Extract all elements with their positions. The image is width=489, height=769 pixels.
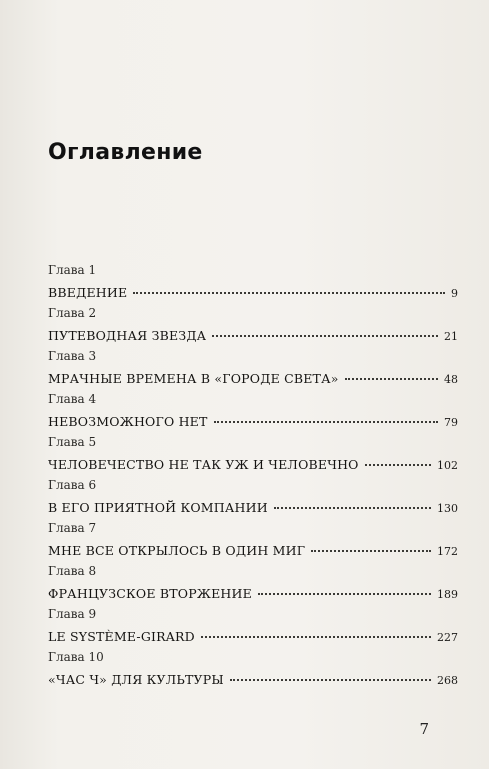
chapter-title: МРАЧНЫЕ ВРЕМЕНА В «ГОРОДЕ СВЕТА» (48, 371, 339, 386)
chapter-label: Глава 7 (48, 521, 97, 535)
dot-leader (274, 507, 431, 509)
page-number: 9 (451, 287, 458, 300)
page-number: 130 (437, 502, 458, 515)
toc-line (48, 542, 458, 560)
toc-line (48, 327, 458, 345)
toc-line (48, 370, 458, 388)
page-number: 227 (437, 631, 458, 644)
page-number: 48 (444, 373, 458, 386)
dot-leader (365, 464, 431, 466)
chapter-title: МНЕ ВСЕ ОТКРЫЛОСЬ В ОДИН МИГ (48, 543, 306, 558)
chapter-label: Глава 9 (48, 607, 97, 621)
chapter-title: ПУТЕВОДНАЯ ЗВЕЗДА (48, 328, 207, 343)
page-number: 102 (437, 459, 458, 472)
dot-leader (133, 292, 445, 294)
page-number: 21 (444, 330, 458, 343)
toc-entry (48, 563, 458, 606)
chapter-label: Глава 2 (48, 306, 97, 320)
chapter-label: Глава 4 (48, 392, 97, 406)
toc-entry (48, 606, 458, 649)
dot-leader (345, 378, 438, 380)
toc-line (48, 585, 458, 603)
toc-line (48, 284, 458, 302)
dot-leader (212, 335, 438, 337)
table-of-contents (48, 262, 458, 692)
toc-entry (48, 348, 458, 391)
chapter-title: ВВЕДЕНИЕ (48, 285, 128, 300)
page-number: 79 (444, 416, 458, 429)
chapter-title: ЧЕЛОВЕЧЕСТВО НЕ ТАК УЖ И ЧЕЛОВЕЧНО (48, 457, 359, 472)
chapter-label: Глава 8 (48, 564, 97, 578)
page-folio: 7 (419, 720, 429, 738)
dot-leader (214, 421, 438, 423)
toc-line (48, 456, 458, 474)
dot-leader (258, 593, 431, 595)
dot-leader (311, 550, 431, 552)
toc-line (48, 499, 458, 517)
chapter-title: В ЕГО ПРИЯТНОЙ КОМПАНИИ (48, 500, 268, 515)
toc-entry (48, 305, 458, 348)
chapter-label: Глава 10 (48, 650, 104, 664)
chapter-label: Глава 5 (48, 435, 97, 449)
page-number: 189 (437, 588, 458, 601)
dot-leader (201, 636, 431, 638)
chapter-label: Глава 6 (48, 478, 97, 492)
chapter-label: Глава 3 (48, 349, 97, 363)
toc-line (48, 671, 458, 689)
toc-entry (48, 434, 458, 477)
page-number: 268 (437, 674, 458, 687)
toc-entry (48, 262, 458, 305)
toc-entry (48, 649, 458, 692)
toc-line (48, 628, 458, 646)
chapter-title: LE SYSTÈME-GIRARD (48, 629, 195, 644)
toc-entry (48, 477, 458, 520)
chapter-title: ФРАНЦУЗСКОЕ ВТОРЖЕНИЕ (48, 586, 252, 601)
page-title: Оглавление (48, 140, 203, 165)
toc-line (48, 413, 458, 431)
page-number: 172 (437, 545, 458, 558)
toc-entry (48, 391, 458, 434)
chapter-title: НЕВОЗМОЖНОГО НЕТ (48, 414, 208, 429)
chapter-label: Глава 1 (48, 263, 97, 277)
dot-leader (230, 679, 431, 681)
chapter-title: «ЧАС Ч» ДЛЯ КУЛЬТУРЫ (48, 672, 224, 687)
toc-entry (48, 520, 458, 563)
